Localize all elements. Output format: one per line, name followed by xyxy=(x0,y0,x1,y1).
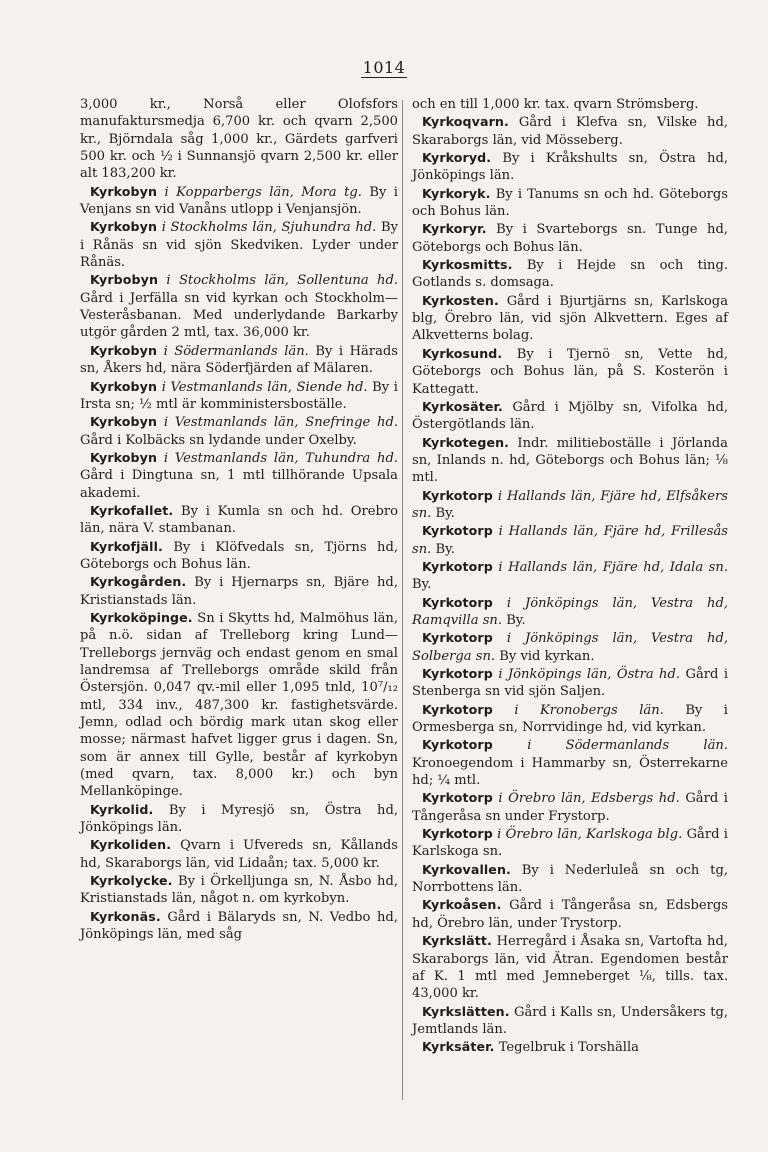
entry-body: By i Tjernö sn, Vette hd, Göteborgs och Bohus län, på S. Kosterön i Kattegatt. xyxy=(412,346,728,397)
dictionary-entry xyxy=(412,896,728,932)
entry-headword: Kyrkobyn xyxy=(90,378,158,394)
entry-headword: Kyrkslätt. xyxy=(422,933,492,949)
entry-location: i Hallands län, Fjäre hd, Elfsåkers sn. xyxy=(412,488,728,521)
dictionary-entry xyxy=(412,932,728,1002)
entry-body: Gård i Tångeråsa sn under Frystorp. xyxy=(412,791,728,824)
entry-body: By. xyxy=(435,541,455,557)
entry-body: Indr. militieboställe i Jörlanda sn, Inlands n. hd, Göteborgs och Bohus län; ⅛ mtl. xyxy=(412,435,728,486)
dictionary-entry xyxy=(80,502,398,538)
entry-headword: Kyrkotorp xyxy=(422,790,493,806)
dictionary-entry xyxy=(412,256,728,292)
entry-location: i Jönköpings län, Vestra hd, Solberga sn. xyxy=(412,631,728,664)
entry-body: Gård i Kalls sn, Undersåkers tg, Jemtlands län. xyxy=(412,1004,728,1037)
entry-headword: Kyrkobyn xyxy=(90,342,158,358)
dictionary-entry xyxy=(80,872,398,908)
entry-headword: Kyrkoqvarn. xyxy=(422,114,509,130)
entry-body: Gård i Dingtuna sn, 1 mtl tillhörande Upsala akademi. xyxy=(80,468,398,501)
entry-headword: Kyrkotorp xyxy=(422,666,493,681)
entry-headword: Kyrkoryr. xyxy=(422,221,487,237)
entry-headword: Kyrkosund. xyxy=(422,345,503,361)
entry-body: Gård i Stenberga sn vid sjön Saljen. xyxy=(412,667,729,700)
dictionary-entry xyxy=(80,538,398,574)
entry-headword: Kyrkoåsen. xyxy=(422,897,502,913)
dictionary-entry xyxy=(80,801,398,837)
entry-location: i Kopparbergs län, Mora tg. xyxy=(164,184,362,200)
entry-body: Gård i Kolbäcks sn lydande under Oxelby. xyxy=(80,432,357,448)
entry-headword: Kyrkolid. xyxy=(90,801,154,817)
dictionary-entry xyxy=(80,449,398,502)
entry-body: By vid kyrkan. xyxy=(499,648,595,664)
entry-body: By i Ormesberga sn, Norrvidinge hd, vid kyrkan. xyxy=(412,702,728,736)
entry-location: i Kronobergs län. xyxy=(514,702,664,718)
entry-headword: Kyrkoliden. xyxy=(90,837,172,853)
dictionary-entry xyxy=(80,378,398,414)
entry-body: By i Klöfvedals sn, Tjörns hd, Göteborgs och Bohus län. xyxy=(80,539,398,572)
entry-headword: Kyrkotorp xyxy=(422,701,493,717)
entry-headword: Kyrkosten. xyxy=(422,292,499,308)
dictionary-entry xyxy=(80,183,398,219)
entry-body: Gård i Klefva sn, Vilske hd, Skaraborgs län, vid Mösseberg. xyxy=(412,115,728,148)
dictionary-entry xyxy=(412,487,728,523)
entry-location: i Vestmanlands län, Snefringe hd. xyxy=(163,415,399,431)
entry-headword: Kyrksäter. xyxy=(422,1039,495,1055)
entry-headword: Kyrbobyn xyxy=(90,272,159,288)
entry-body: Sn i Skytts hd, Malmöhus län, på n.ö. sidan af Trelleborg kring Lund—Trelleborgs jernväg och endast genom en smal landremsa af Trelleborgs område skild från Östersjön. 0,047 qv.-mil eller 1,095 tnld, 10⁷/₁₂ mtl, 334 inv., 487,300 kr. fastighetsvärde. Jemn, odlad och bördig mark utan skog eller mosse; närmast hafvet ligger grus i dagen. Sn, som är annex till Gylle, består af kyrkobyn (med qvarn, tax. 8,000 kr.) och byn Mellanköpinge. xyxy=(80,610,398,800)
dictionary-entry xyxy=(80,836,398,872)
entry-body: By i Myresjö sn, Östra hd, Jönköpings län. xyxy=(80,802,398,836)
entry-body: By i Kråkshults sn, Östra hd, Jönköpings län. xyxy=(412,151,728,184)
entry-body: Herregård i Åsaka sn, Vartofta hd, Skaraborgs län, vid Ätran. Egendomen består af K. 1 mtl med Jemneberget ⅛, tills. tax. 43,000 kr. xyxy=(412,934,728,1002)
dictionary-entry xyxy=(80,413,398,449)
entry-body: By i Svarteborgs sn. Tunge hd, Göteborgs och Bohus län. xyxy=(412,222,729,255)
entry-location: i Stockholms län, Sjuhundra hd. xyxy=(161,220,377,236)
entry-body: By i Nederluleå sn och tg, Norrbottens län. xyxy=(412,862,728,896)
dictionary-entry xyxy=(412,434,728,487)
entry-body: och en till 1,000 kr. tax. qvarn Strömsberg. xyxy=(412,97,699,112)
entry-location: i Vestmanlands län, Siende hd. xyxy=(161,379,368,395)
entry-body: By i Kumla sn och hd. Orebro län, nära V. stambanan. xyxy=(80,503,398,537)
left-column xyxy=(80,96,398,944)
entry-headword: Kyrkobyn xyxy=(90,219,158,235)
entry-headword: Kyrkofjäll. xyxy=(90,538,163,554)
entry-body: By i Hjernarps sn, Bjäre hd, Kristianstads län. xyxy=(80,575,398,608)
entry-location: i Örebro län, Edsbergs hd. xyxy=(498,791,680,807)
dictionary-entry xyxy=(412,149,728,185)
dictionary-entry xyxy=(412,861,728,897)
entry-location: i Örebro län, Karlskoga blg. xyxy=(497,827,683,843)
entry-headword: Kyrkolycke. xyxy=(90,873,173,889)
entry-headword: Kyrkobyn xyxy=(90,183,158,199)
dictionary-entry xyxy=(412,398,728,434)
page-number: 1014 xyxy=(362,58,406,77)
entry-headword: Kyrkobyn xyxy=(90,449,158,465)
entry-body: By i Venjans sn vid Vanåns utlopp i Venjansjön. xyxy=(80,184,398,218)
dictionary-entry xyxy=(412,185,728,221)
dictionary-entry xyxy=(80,342,398,378)
entry-body: By i Härads sn, Åkers hd, nära Söderfjärden af Mälaren. xyxy=(80,343,399,377)
entry-location: i Södermanlands län. xyxy=(163,343,309,359)
entry-headword: Kyrkosmitts. xyxy=(422,257,513,273)
dictionary-entry xyxy=(412,1003,728,1039)
entry-body: By i Hejde sn och ting. Gotlands s. domsaga. xyxy=(412,258,728,291)
entry-location: i Vestmanlands län, Tuhundra hd. xyxy=(163,450,398,466)
entry-body: By i Tanums sn och hd. Göteborgs och Bohus län. xyxy=(412,186,728,220)
entry-location: i Jönköpings län, Vestra hd, Ramqvilla sn. xyxy=(412,595,728,628)
entry-body: Tegelbruk i Torshälla xyxy=(498,1040,639,1056)
entry-body: By i Örkelljunga sn, N. Åsbo hd, Kristianstads län, något n. om kyrkobyn. xyxy=(80,874,398,907)
entry-body: Gård i Jerfälla sn vid kyrkan och Stockholm—Vesteråsbanan. Med underlydande Barkarby utgör gården 2 mtl, tax. 36,000 kr. xyxy=(80,290,398,341)
entry-body: By i Irsta sn; ½ mtl är komministersboställe. xyxy=(80,379,398,412)
dictionary-entry xyxy=(80,218,398,271)
dictionary-entry xyxy=(412,701,728,737)
entry-location: i Södermanlands län. xyxy=(527,738,728,754)
entry-body: By. xyxy=(435,505,455,521)
entry-location: i Hallands län, Fjäre hd, Frillesås sn. xyxy=(412,524,728,557)
dictionary-entry xyxy=(80,271,398,341)
entry-body: Gård i Karlskoga sn. xyxy=(412,827,728,860)
dictionary-entry xyxy=(412,665,728,701)
entry-headword: Kyrkotegen. xyxy=(422,434,510,450)
dictionary-entry xyxy=(80,573,398,609)
right-column xyxy=(412,96,728,1057)
entry-location: i Jönköpings län, Östra hd. xyxy=(498,667,681,682)
entry-headword: Kyrkovallen. xyxy=(422,861,511,877)
entry-headword: Kyrkosäter. xyxy=(422,398,503,414)
dictionary-entry xyxy=(80,908,398,944)
entry-body: Gård i Tångeråsa sn, Edsbergs hd, Örebro län, under Trystorp. xyxy=(412,898,728,931)
dictionary-entry xyxy=(80,609,398,801)
column-divider xyxy=(402,100,403,1100)
dictionary-entry xyxy=(412,522,728,558)
entry-body: By. xyxy=(506,612,526,628)
entry-body: By i Rånäs sn vid sjön Skedviken. Lyder under Rånäs. xyxy=(80,220,398,271)
dictionary-entry xyxy=(412,736,728,789)
dictionary-entry xyxy=(412,292,728,345)
dictionary-entry xyxy=(412,789,728,825)
entry-headword: Kyrkotorp xyxy=(422,826,493,842)
entry-headword: Kyrkofallet. xyxy=(90,502,174,518)
entry-headword: Kyrkoköpinge. xyxy=(90,609,193,625)
entry-location: i Stockholms län, Sollentuna hd. xyxy=(166,273,398,289)
entry-headword: Kyrkotorp xyxy=(422,558,493,574)
entry-body: By. xyxy=(412,577,432,593)
entry-headword: Kyrkoryk. xyxy=(422,185,491,201)
dictionary-entry xyxy=(412,825,728,861)
entry-location: i Hallands län, Fjäre hd, Idala sn. xyxy=(498,559,728,575)
entry-headword: Kyrkotorp xyxy=(422,737,493,753)
dictionary-entry xyxy=(412,220,728,256)
entry-headword: Kyrkotorp xyxy=(422,630,493,646)
entry-body: Gård i Bjurtjärns sn, Karlskoga blg, Örebro län, vid sjön Alkvettern. Eges af Alkvetterns bolag. xyxy=(412,293,728,344)
entry-headword: Kyrkobyn xyxy=(90,414,158,430)
entry-body: Gård i Bälaryds sn, N. Vedbo hd, Jönköpings län, med såg xyxy=(80,909,398,943)
entry-body: Kronoegendom i Hammarby sn, Österrekarne hd; ¼ mtl. xyxy=(412,755,728,789)
entry-headword: Kyrkotorp xyxy=(422,523,493,539)
entry-headword: Kyrkotorp xyxy=(422,594,493,610)
dictionary-entry xyxy=(412,96,728,113)
dictionary-entry xyxy=(412,345,728,398)
dictionary-entry xyxy=(412,594,728,630)
entry-headword: Kyrkogården. xyxy=(90,574,187,590)
entry-headword: Kyrkonäs. xyxy=(90,908,161,924)
entry-headword: Kyrkoryd. xyxy=(422,150,492,166)
dictionary-entry xyxy=(412,113,728,149)
dictionary-entry xyxy=(412,558,728,594)
dictionary-entry xyxy=(80,96,398,183)
entry-body: Qvarn i Ufvereds sn, Kållands hd, Skaraborgs län, vid Lidaån; tax. 5,000 kr. xyxy=(80,838,398,871)
entry-body: 3,000 kr., Norså eller Olofsfors manufaktursmedja 6,700 kr. och qvarn 2,500 kr., Björndala såg 1,000 kr., Gärdets garfveri 500 kr. och ½ i Sunnansjö qvarn 2,500 kr. eller alt 183,200 kr. xyxy=(80,97,398,182)
entry-headword: Kyrkotorp xyxy=(422,487,493,503)
entry-headword: Kyrkslätten. xyxy=(422,1003,510,1019)
entry-body: Gård i Mjölby sn, Vifolka hd, Östergötlands län. xyxy=(412,399,728,433)
dictionary-entry xyxy=(412,629,728,665)
dictionary-entry xyxy=(412,1038,728,1056)
